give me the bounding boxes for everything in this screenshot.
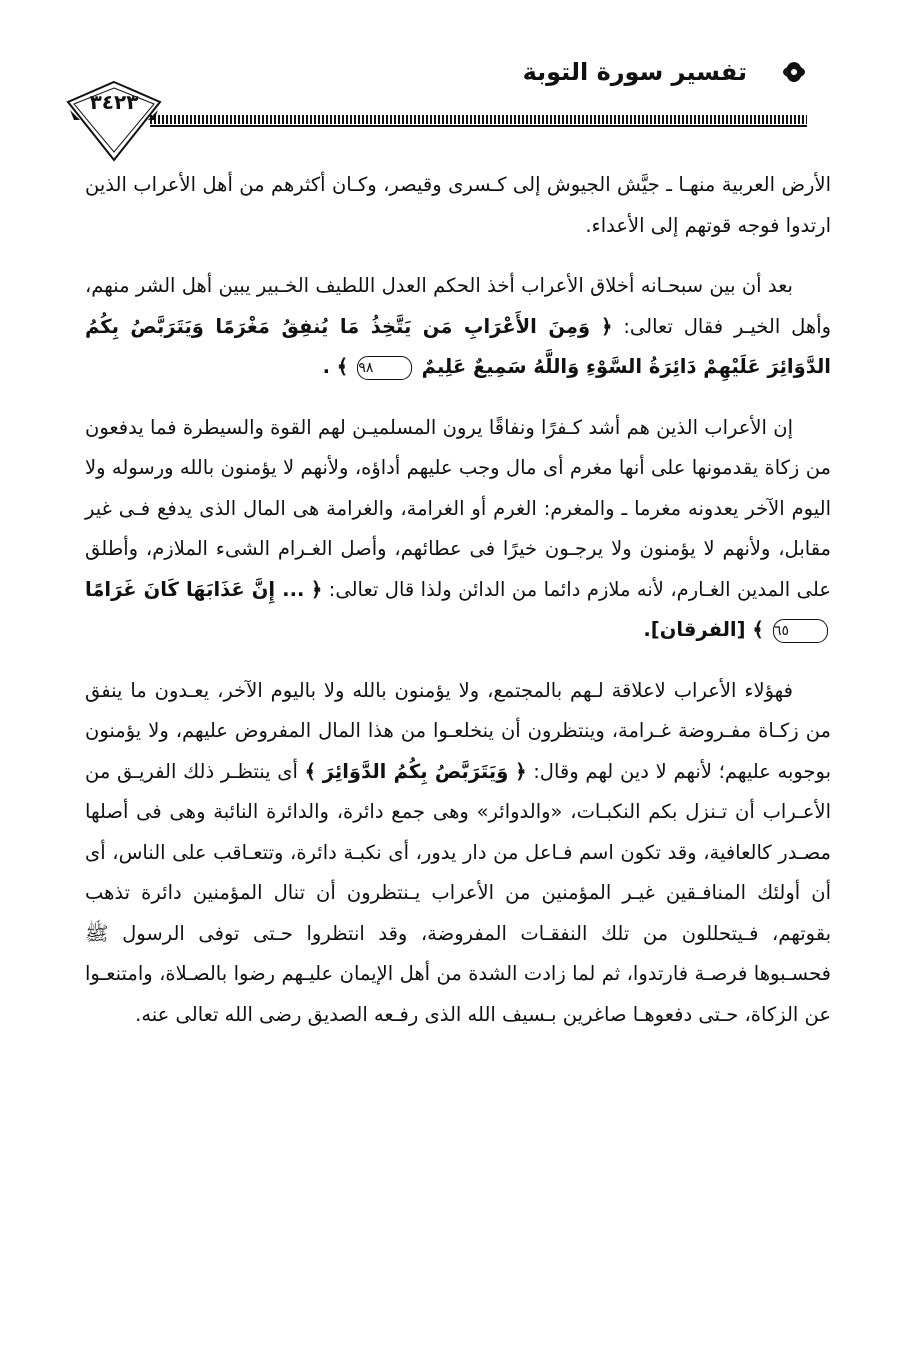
paragraph-text: بعد أن بين سبحـانه أخلاق الأعراب أخذ الحكم العدل اللطيف الخـبير يبين أهل الشر منهم، وأهل الخيـر فقال تعالى: bbox=[85, 274, 832, 338]
paragraph-text: إن الأعراب الذين هم أشد كـفرًا ونفاقًا يرون المسلميـن لهم القوة والسيطرة فما يدفعون من زكاة يقدمونها على أنها مغرم أى مال وجب عليهم أداؤه، ولأنهم لا يؤمنون بالله ورسوله ولا اليوم الآخر يعدونه مغرما ـ والمغرم: الغرم أو الغرامة، والغرامة هى المال الذى يدفع فـى غير مقابل، ولأنهم لا يؤمنون ولا يرجـون خيرًا فى عطائهم، وأصل الغـرام الشىء الملازم، وأطلق على المدين الغـارم، لأنه ملازم دائما من الدائن ولذا قال تعالى: bbox=[85, 415, 832, 601]
flower-ornament-icon bbox=[781, 60, 807, 84]
ayah-number-marker: ٩٨ bbox=[357, 356, 412, 380]
quran-verse: وَيَتَرَبَّصُ بِكُمُ الدَّوَائِرَ bbox=[322, 759, 509, 783]
quran-verse: وَمِنَ الأَعْرَابِ مَن يَتَّخِذُ مَا يُنفِقُ مَغْرَمًا وَيَتَرَبَّصُ بِكُمُ الدَّوَائِرَ عَلَيْهِمْ دَائِرَةُ السَّوْءِ وَاللَّهُ سَمِيعٌ عَلِيمٌ bbox=[85, 314, 831, 378]
page-number: ٣٤٢٣ bbox=[89, 90, 139, 114]
quran-verse: ... إِنَّ عَذَابَهَا كَانَ غَرَامًا bbox=[85, 577, 305, 601]
verse-close-bracket: ﴾ . bbox=[322, 355, 349, 378]
verse-close-bracket: ﴾ [الفرقان]. bbox=[643, 618, 764, 641]
paragraph-3 bbox=[85, 408, 831, 651]
ayah-number-marker: ٦٥ bbox=[773, 619, 828, 643]
paragraph-2 bbox=[85, 266, 831, 388]
verse-open-bracket: ﴿ bbox=[600, 314, 613, 338]
tafsir-body bbox=[85, 165, 831, 1055]
paragraph-text: فهؤلاء الأعراب لاعلاقة لـهم بالمجتمع، ولا يؤمنون بالله ولا باليوم الآخر، يعـدون ما ينفق من زكـاة مفـروضة غـرامة، وينتظرون أن ينخلعـوا من هذا المال المفروض عليهم، ولا يؤمنون بوجوبه عليهم؛ لأنهم لا دين لهم وقال: bbox=[85, 678, 832, 783]
header-rule bbox=[150, 115, 807, 124]
paragraph-text: الأرض العربية منهـا ـ جيَّش الجيوش إلى كـسرى وقيصر، وكـان أكثرهم من أهل الأعراب الذين ارتدوا فوجه قوتهم إلى الأعداء. bbox=[85, 173, 831, 237]
verse-close-bracket: ﴾ bbox=[304, 759, 317, 783]
paragraph-text-continued: أى ينتظـر ذلك الفريـق من الأعـراب أن تـنزل بكم النكبـات، «والدوائر» وهى جمع دائرة، والدائرة النائبة وهى فى أصلها مصـدر كالعافية، وقد تكون اسم فـاعل من دار يدور، أى نكبـة دائرة، وتتعـاقب على الناس، أى أن أولئك المنافـقين غيـر المؤمنين من الأعراب يـنتظرون أن تنال المؤمنين دائرة تذهب بقوتهم، فـيتحللون من تلك النفقـات المفروضة، وقد انتظروا حـتى توفى الرسول ﷺ فحسـبوها فرصـة فارتدوا، ثم لما زادت الشدة من أهل الإيمان عليـهم رضوا بالصـلاة، وامتنعـوا عن الزكاة، حـتى دفعوهـا صاغرين بـسيف الله الذى رفـعه الصديق رضى الله تعالى عنه. bbox=[85, 759, 831, 1026]
paragraph-1 bbox=[85, 165, 831, 246]
verse-open-bracket: ﴿ bbox=[310, 577, 323, 601]
verse-open-bracket: ﴿ bbox=[515, 759, 527, 783]
running-title: تفسير سورة التوبة bbox=[522, 58, 747, 86]
paragraph-4 bbox=[85, 671, 831, 1036]
